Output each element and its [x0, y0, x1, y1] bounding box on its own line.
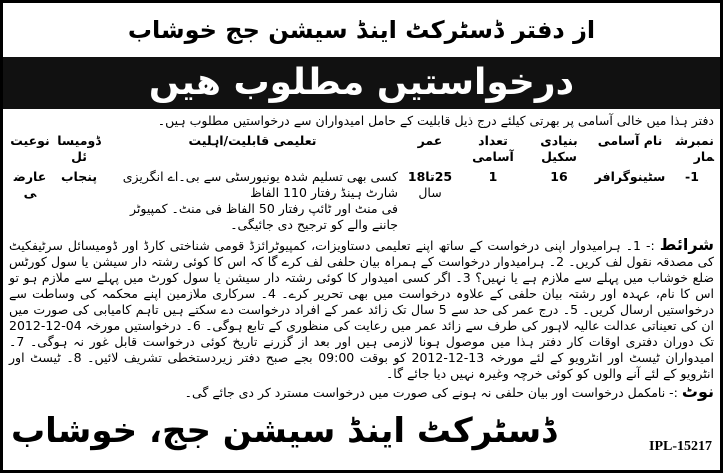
condition-line: کریں۔ 5۔ درج عمر کی حد سے 5 سال تک زائد عمر کے افراد درخواست دے سکتے ہیں تاہم کامیابی کی صورت میں ان کی تعیناتی عدالت عالیہ لاہور کی طرف سے زائد عمر میں: [9, 302, 714, 333]
condition-line: درخواست کے ہمراہ بیان حلفی لف کرے گا کہ اس کا کوئی رشتہ دار سیشن یا سول کورٹس ضلع خوشاب میں پہلے سے ملازم ہے یا نہیں؟ 3۔ اگر کسی امیدوار کا کوئی رشتہ دار سیشن یا سول: [9, 254, 714, 285]
footer: [3, 407, 720, 459]
row-age-unit: سال: [418, 185, 442, 200]
condition-line: :- 1۔ ہرامیدوار اپنی درخواست کے ساتھ اپنے تعلیمی دستاویزات، کمپیوٹرائزڈ قومی شناختی کارڈ اور ڈومیسائل سرٹیفکیٹ کی مصدقہ نقول لف کریں۔ 2۔ ہرامیدوار: [9, 238, 714, 269]
condition-line: درخواست قابل غور نہ ہوگی۔ 7۔ امیدواران ٹیسٹ اور انٹرویو کے لئے مورخہ 13-12-2012 کو بوقت 09:00 بجے صبح دفتر زیردستخطی تشریف لائیں۔ 8۔ ٹیسٹ اور انٹرویو: [9, 334, 715, 381]
row-age-cell: [402, 169, 458, 201]
note: [9, 384, 714, 401]
col-count: تعداد آسامی: [472, 133, 514, 164]
row-qualification-cell: [107, 169, 398, 233]
conditions-label: شرائط: [659, 235, 714, 254]
col-scale: بنیادی سکیل: [540, 133, 578, 164]
row-age: 25تا18: [407, 169, 453, 184]
row-post: سٹینوگرافر: [594, 169, 666, 184]
col-post: نام آسامی: [597, 133, 663, 148]
row-serial: 1-: [685, 169, 699, 184]
office-heading: از دفتر ڈسٹرکٹ اینڈ سیشن جج خوشاب: [127, 16, 596, 44]
condition-line: کے لئے آنے والوں کو کوئی خرچہ وغیرہ نہیں دیا جائے گا۔: [385, 366, 677, 381]
table-header: [9, 133, 714, 165]
row-qualification: کسی بھی تسلیم شدہ یونیورسٹی سے بی۔اے انگریزی شارٹ ہینڈ رفتار 110 الفاظ: [122, 169, 398, 200]
ad-body: [3, 109, 720, 407]
col-age: عمر: [417, 133, 443, 148]
col-domicile: ڈومیسائل: [57, 133, 101, 164]
signature: ڈسٹرکٹ اینڈ سیشن جج، خوشاب: [11, 411, 557, 451]
row-scale: 16: [550, 169, 568, 184]
row-count: 1: [488, 169, 498, 184]
note-label: نوٹ: [681, 382, 714, 401]
title-banner: درخواستیں مطلوب ھیں: [3, 57, 720, 109]
ad-code: IPL-15217: [649, 439, 712, 454]
note-text: :- نامکمل درخواست اور بیان حلفی نہ ہونے کی صورت میں درخواست مسترد کر دی جائے گی۔: [184, 385, 678, 400]
col-qualification: تعلیمی قابلیت/اہلیت: [188, 133, 317, 148]
condition-line: رعایت کی منظوری کے تابع ہوگی۔ 6۔ درخواستیں مورخہ 04-12-2012 تک دوران دفتری اوقات کار دفتر ہذا میں موصول ہونا لازمی ہیں اور بعد از گزرنے تاریخ کوئی: [9, 318, 714, 349]
table-row: [9, 169, 714, 233]
conditions-section: [9, 237, 714, 382]
col-nature: نوعیت: [10, 133, 50, 148]
intro-text: دفتر ہذا میں خالی آسامی پر بھرتی کیلئے درج ذیل قابلیت کے حامل امیدواران سے درخواستیں مطلوب ہیں۔: [157, 113, 714, 128]
row-qualification-cont: فی منٹ اور ٹائپ رفتار 50 الفاظ فی منٹ۔ کمپیوٹر جاننے والے کو ترجیح دی جائیگی۔: [129, 201, 398, 232]
row-nature: عارضی: [13, 169, 47, 200]
condition-line: کورٹ میں پہلے سے ملازم ہو تو اس کا نام، عہدہ اور رشتہ بیان حلفی کے علاوہ درخواست میں بھی تحریر کرے۔ 4۔ سرکاری ملازمین اپنے محکمہ کی وساطت سے درخواستیں ارسال: [9, 270, 715, 317]
col-serial: نمبرشمار: [675, 133, 714, 164]
row-domicile: پنجاب: [60, 169, 98, 184]
